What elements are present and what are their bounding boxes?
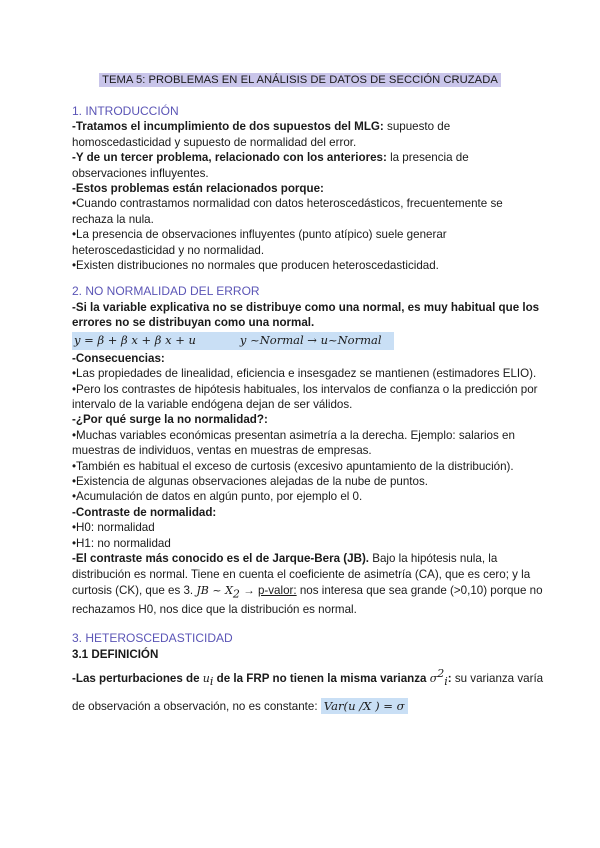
- why-1: •Muchas variables económicas presentan asimetría a la derecha. Ejemplo: salarios en muestras de individuos, ventas en muestras de empresas.: [72, 428, 515, 458]
- sec1-paragraph-2: [72, 150, 546, 181]
- document-body: [72, 104, 546, 719]
- sec1-p2-text: la presencia de observaciones influyentes.: [72, 151, 469, 180]
- sec1-p3-bold: -Estos problemas están relacionados porque:: [72, 182, 324, 196]
- p-valor-label: p-valor:: [257, 583, 297, 597]
- jb-text-2: nos interesa que sea grande (>0,10) porque no rechazamos H0, nos dice que la distribución es normal.: [72, 583, 543, 617]
- u-symbol: u: [202, 671, 210, 685]
- sec1-p2-bold: -Y de un tercer problema, relacionado con los anteriores:: [72, 151, 387, 165]
- why-4: •Acumulación de datos en algún punto, por ejemplo el 0.: [72, 490, 363, 504]
- regression-equation: [72, 332, 394, 350]
- sec1-bullet-2: •La presencia de observaciones influyentes (punto atípico) suele generar heteroscedasticidad y no normalidad.: [72, 228, 447, 257]
- sec2-paragraph-1: [72, 300, 546, 331]
- sec3-text: su varianza varía de observación a observación, no es constante:: [72, 671, 544, 714]
- jb-text-1: Bajo la hipótesis nula, la distribución es normal. Tiene en cuenta el coeficiente de asimetría (CA), que es cero; y la curtosis (CK), que es 3.: [72, 551, 531, 597]
- sec3-bold-3: :: [447, 671, 452, 685]
- consequences-heading: [72, 351, 546, 366]
- section-1-heading: 1. INTRODUCCIÓN: [72, 104, 179, 118]
- why-bold: -¿Por qué surge la no normalidad?:: [72, 413, 268, 427]
- sigma-symbol: σ: [429, 671, 438, 685]
- why-heading: [72, 412, 546, 427]
- sec2-p1-bold: -Si la variable explicativa no se distribuye como una normal, es muy habitual que los errores no se distribuyan como una normal.: [72, 300, 540, 330]
- title-block: [0, 70, 600, 88]
- sec1-p1-text: supuesto de homoscedasticidad y supuesto de normalidad del error.: [72, 120, 451, 149]
- equation-model: y = β + β x + β x + u: [74, 332, 196, 347]
- sec1-paragraph-1: [72, 119, 546, 150]
- h1-item: •H1: no normalidad: [72, 536, 171, 550]
- subsection-3-1: [72, 647, 546, 662]
- jb-formula: JB ~ X: [196, 583, 233, 597]
- sec1-bullet-1: •Cuando contrastamos normalidad con datos heteroscedásticos, frecuentemente se rechaza la nula.: [72, 197, 503, 226]
- sec3-bold-2: de la FRP no tienen la misma varianza: [213, 671, 430, 685]
- jb-bold: -El contraste más conocido es el de Jarque-Bera (JB).: [72, 551, 370, 565]
- section-3-heading: 3. HETEROSCEDASTICIDAD: [72, 631, 233, 646]
- document-title: TEMA 5: PROBLEMAS EN EL ANÁLISIS DE DATOS DE SECCIÓN CRUZADA: [99, 73, 501, 87]
- why-3: •Existencia de algunas observaciones alejadas de la nube de puntos.: [72, 474, 428, 488]
- consequences-bold: -Consecuencias:: [72, 351, 165, 365]
- sec1-bullet-3: •Existen distribuciones no normales que producen heteroscedasticidad.: [72, 259, 439, 273]
- test-heading: [72, 505, 546, 520]
- variance-formula: Var(u /X ) = σ: [321, 698, 408, 714]
- consequence-2: •Pero los contrastes de hipótesis habituales, los intervalos de confianza o la predicción por intervalo de la variable endógena dejan de ser válidos.: [72, 382, 538, 411]
- why-2: •También es habitual el exceso de curtosis (excesivo apuntamiento de la distribución).: [72, 459, 514, 473]
- test-bold: -Contraste de normalidad:: [72, 505, 217, 519]
- equation-normality: y ~Normal → u~Normal: [239, 332, 382, 347]
- sec3-bold-1: -Las perturbaciones de: [72, 671, 203, 685]
- sec1-paragraph-3: [72, 181, 546, 196]
- subsection-bold: 3.1 DEFINICIÓN: [72, 647, 159, 661]
- jarque-bera-paragraph: -El contraste más conocido es el de Jarque-Bera (JB). Bajo la hipótesis nula, la distribución es normal. Tiene en cuenta el coeficiente de asimetría (CA), que es cero; y la curtosis (CK), que es 3. JB ~ $X_2$ → p-valor: nos interesa que sea grande (>0,10) porque no rechazamos H0, nos dice que la distribución es normal.: [72, 551, 543, 617]
- consequence-1: •Las propiedades de linealidad, eficiencia e insesgadez se mantienen (estimadores ELIO).: [72, 367, 537, 381]
- section-2-heading: 2. NO NORMALIDAD DEL ERROR: [72, 284, 260, 299]
- h0-item: •H0: normalidad: [72, 521, 155, 535]
- sec3-paragraph: -Las perturbaciones de $u_i$ de la FRP no tienen la misma varianza $\sigma^2_i$: su varianza varía de observación a observación, no es constante: Var(u /X ) = σ: [72, 667, 544, 714]
- sec1-p1-bold: -Tratamos el incumplimiento de dos supuestos del MLG:: [72, 120, 384, 134]
